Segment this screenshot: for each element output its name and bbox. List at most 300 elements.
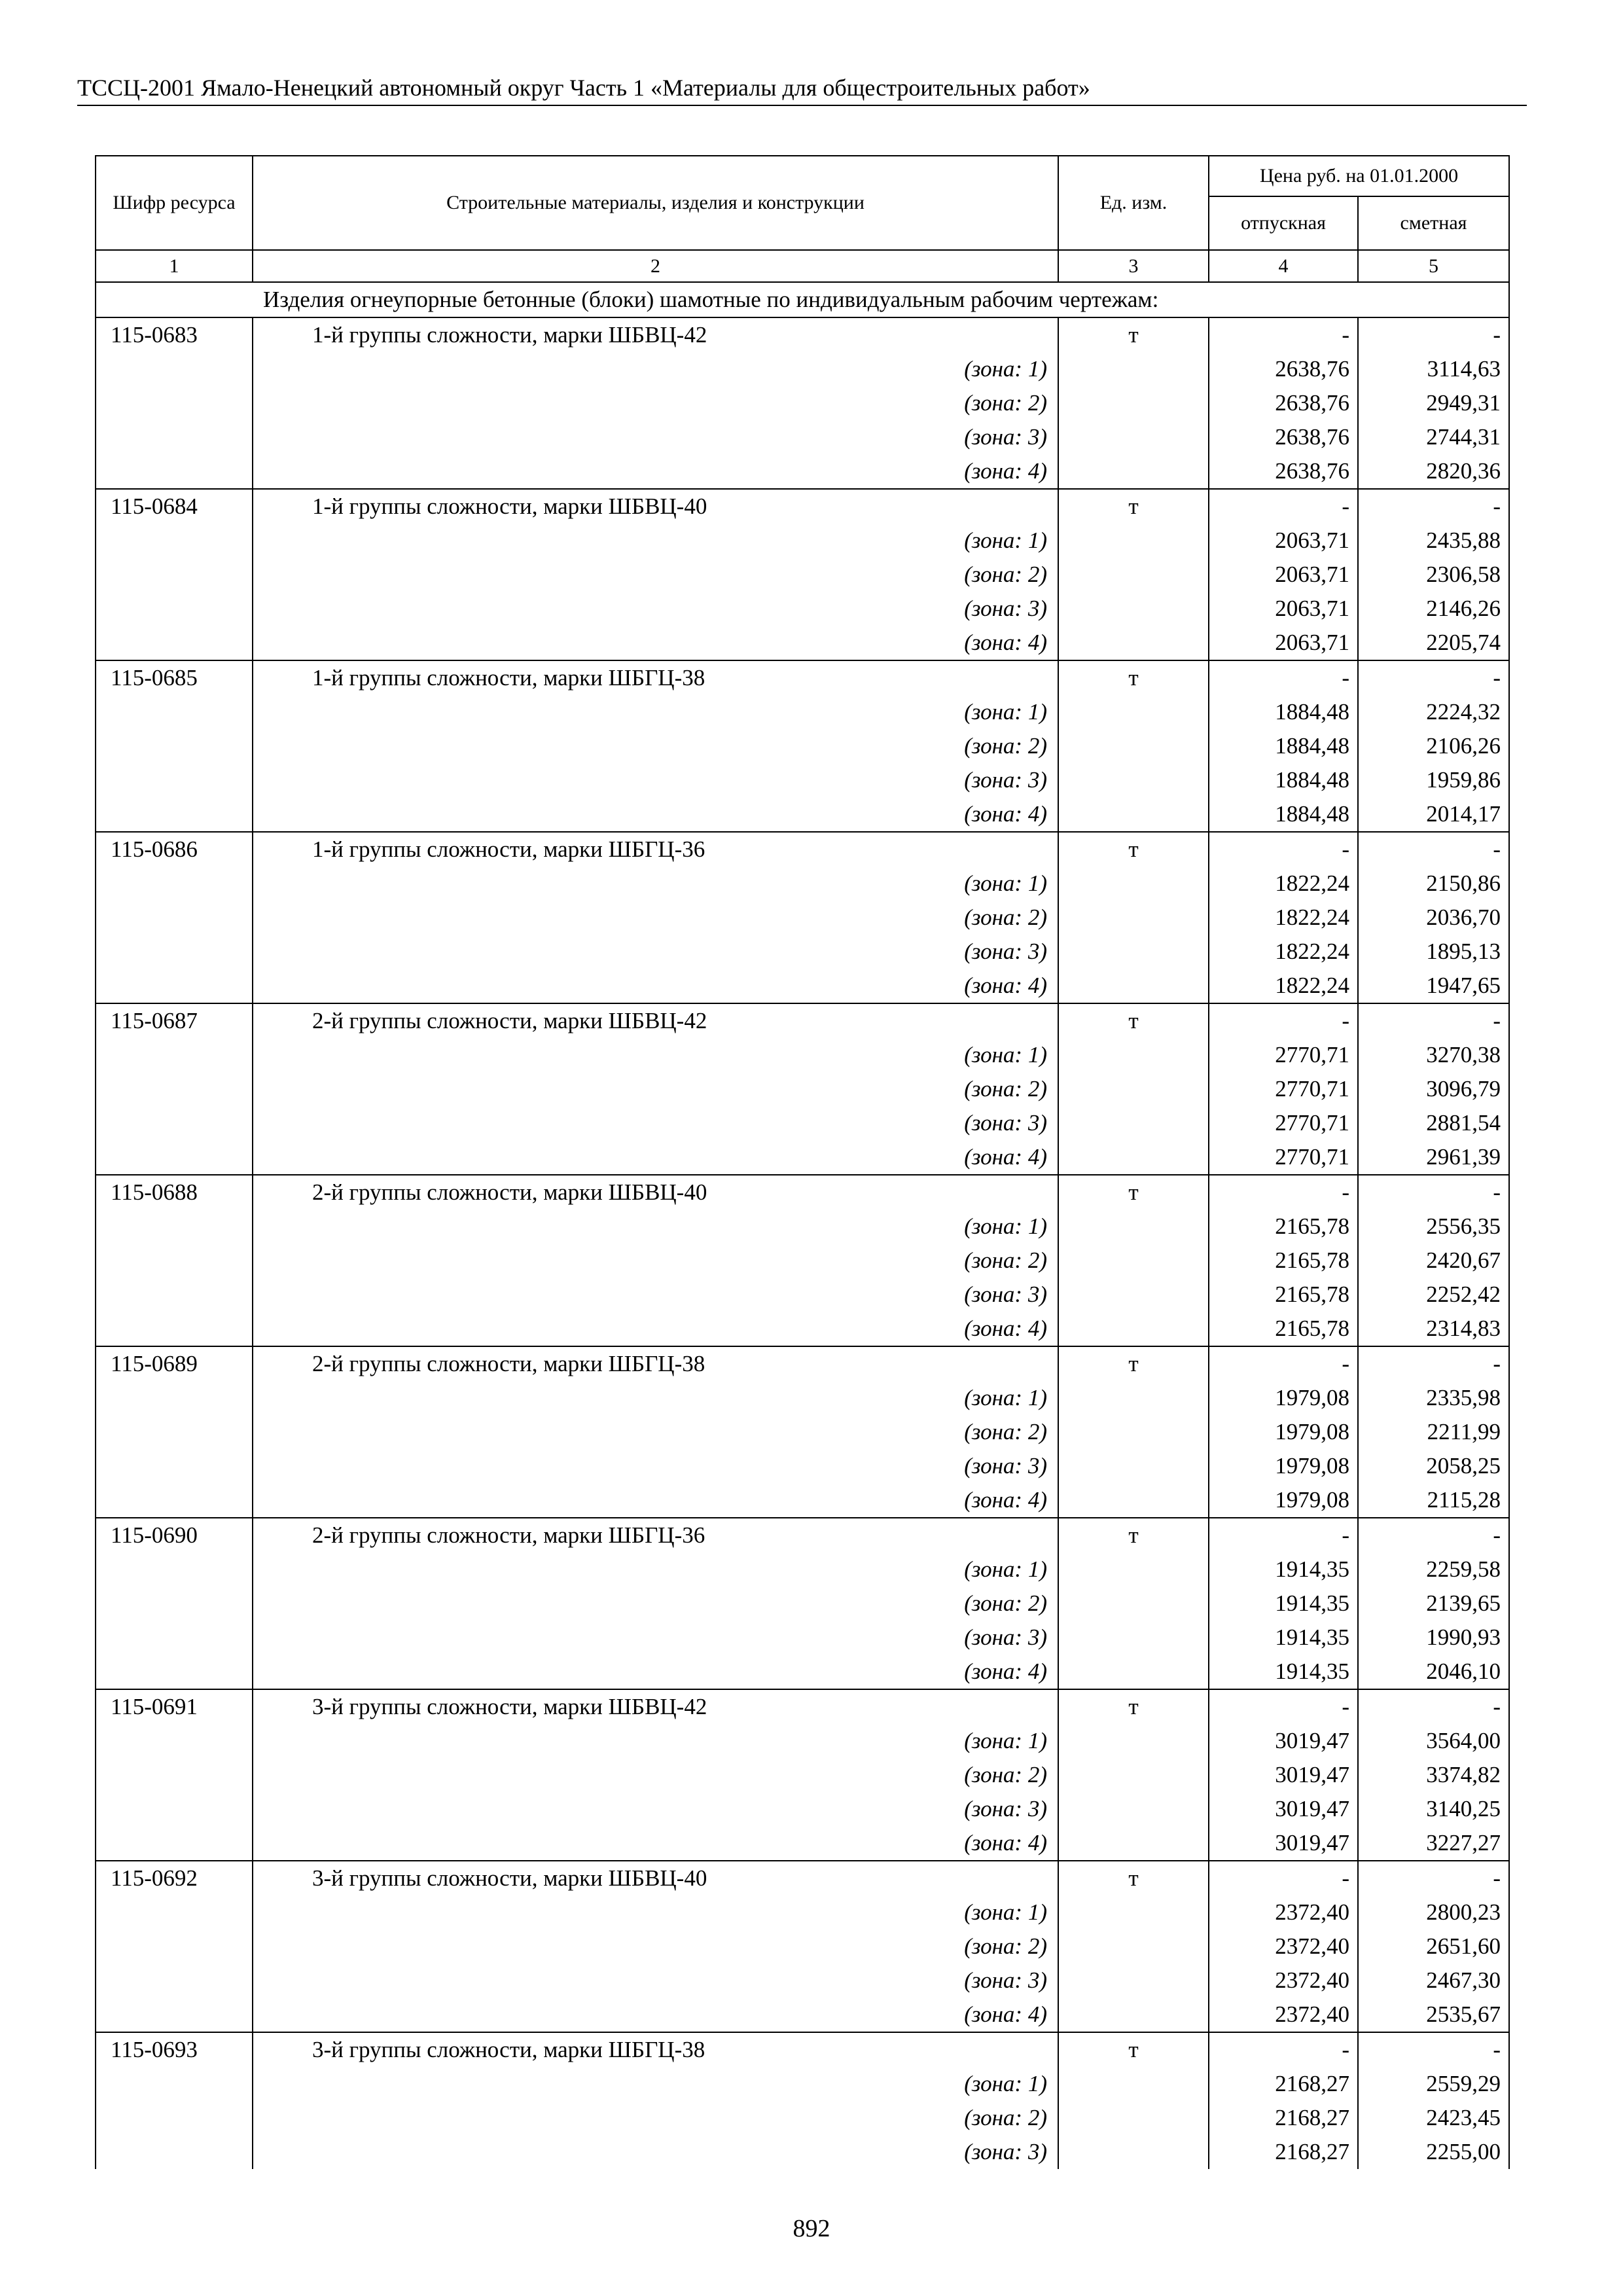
release-price: 1979,08: [1209, 1483, 1358, 1518]
zone-row: [96, 2101, 1509, 2135]
release-price: 2168,27: [1209, 2101, 1358, 2135]
table-row: [96, 2032, 1509, 2067]
unit-empty: [1058, 1998, 1209, 2032]
release-price: 1884,48: [1209, 729, 1358, 763]
resource-code-empty: [96, 1792, 253, 1826]
release-price: 1822,24: [1209, 969, 1358, 1003]
resource-code: 115-0683: [96, 317, 253, 352]
resource-code-empty: [96, 1552, 253, 1587]
zone-label: (зона: 2): [964, 905, 1047, 930]
unit: т: [1058, 660, 1209, 695]
estimate-price: 2046,10: [1358, 1655, 1509, 1689]
zone-row: [96, 1587, 1509, 1621]
unit-empty: [1058, 626, 1209, 660]
zone-row: [96, 1552, 1509, 1587]
table-row: [96, 1518, 1509, 1552]
estimate-price: 2036,70: [1358, 901, 1509, 935]
unit-empty: [1058, 2101, 1209, 2135]
col-header-code: Шифр ресурса: [96, 156, 253, 250]
estimate-price: 2651,60: [1358, 1929, 1509, 1964]
zone-row: [96, 1381, 1509, 1415]
release-price: 2165,78: [1209, 1244, 1358, 1278]
release-price: -: [1209, 1003, 1358, 1038]
release-price: 1822,24: [1209, 901, 1358, 935]
zone-row: [96, 1895, 1509, 1929]
zone-row: [96, 454, 1509, 489]
estimate-price: 1959,86: [1358, 763, 1509, 797]
zone-row: [96, 1998, 1509, 2032]
unit-empty: [1058, 1140, 1209, 1175]
unit-empty: [1058, 1244, 1209, 1278]
estimate-price: 2949,31: [1358, 386, 1509, 420]
release-price: 2638,76: [1209, 352, 1358, 386]
unit: т: [1058, 1689, 1209, 1724]
estimate-price: 2306,58: [1358, 558, 1509, 592]
resource-code: 115-0691: [96, 1689, 253, 1724]
estimate-price: 2252,42: [1358, 1278, 1509, 1312]
zone-row: [96, 2135, 1509, 2169]
release-price: 1822,24: [1209, 935, 1358, 969]
resource-code-empty: [96, 763, 253, 797]
unit-empty: [1058, 1724, 1209, 1758]
zone-row: [96, 867, 1509, 901]
unit-empty: [1058, 1381, 1209, 1415]
zone-label: (зона: 4): [964, 801, 1047, 827]
zone-label: (зона: 3): [964, 1110, 1047, 1136]
zone-row: [96, 1072, 1509, 1106]
estimate-price: 2744,31: [1358, 420, 1509, 454]
release-price: 1914,35: [1209, 1655, 1358, 1689]
estimate-price: -: [1358, 832, 1509, 867]
estimate-price: 1947,65: [1358, 969, 1509, 1003]
unit-empty: [1058, 352, 1209, 386]
zone-label: (зона: 2): [964, 1933, 1047, 1959]
estimate-price: -: [1358, 1518, 1509, 1552]
zone-label: (зона: 2): [964, 1247, 1047, 1273]
estimate-price: 3140,25: [1358, 1792, 1509, 1826]
resource-code-empty: [96, 1278, 253, 1312]
zone-row: [96, 420, 1509, 454]
unit: т: [1058, 1175, 1209, 1210]
material-name: 1-й группы сложности, марки ШБГЦ-36: [253, 832, 1058, 867]
resource-code-empty: [96, 1655, 253, 1689]
resource-code-empty: [96, 2135, 253, 2169]
unit-empty: [1058, 1655, 1209, 1689]
resource-code-empty: [96, 1895, 253, 1929]
table-row: [96, 489, 1509, 524]
resource-code-empty: [96, 454, 253, 489]
release-price: 3019,47: [1209, 1792, 1358, 1826]
resource-code-empty: [96, 1312, 253, 1346]
unit: т: [1058, 489, 1209, 524]
resource-code: 115-0685: [96, 660, 253, 695]
unit-empty: [1058, 1038, 1209, 1072]
estimate-price: 2224,32: [1358, 695, 1509, 729]
unit-empty: [1058, 1312, 1209, 1346]
zone-row: [96, 1312, 1509, 1346]
unit-empty: [1058, 1964, 1209, 1998]
zone-row: [96, 592, 1509, 626]
section-title: Изделия огнеупорные бетонные (блоки) шамотные по индивидуальным рабочим чертежам:: [96, 282, 1509, 317]
resource-code-empty: [96, 1929, 253, 1964]
zone-label: (зона: 3): [964, 767, 1047, 793]
resource-code-empty: [96, 1244, 253, 1278]
release-price: 1914,35: [1209, 1621, 1358, 1655]
release-price: 3019,47: [1209, 1724, 1358, 1758]
zone-label: (зона: 3): [964, 1624, 1047, 1650]
resource-code-empty: [96, 1998, 253, 2032]
estimate-price: 2058,25: [1358, 1449, 1509, 1483]
resource-code: 115-0688: [96, 1175, 253, 1210]
release-price: -: [1209, 2032, 1358, 2067]
release-price: -: [1209, 489, 1358, 524]
release-price: 2165,78: [1209, 1312, 1358, 1346]
unit-empty: [1058, 386, 1209, 420]
estimate-price: 2559,29: [1358, 2067, 1509, 2101]
zone-row: [96, 969, 1509, 1003]
resource-code-empty: [96, 386, 253, 420]
zone-label: (зона: 1): [964, 1899, 1047, 1925]
zone-label: (зона: 2): [964, 1590, 1047, 1616]
zone-row: [96, 386, 1509, 420]
zone-row: [96, 1038, 1509, 1072]
unit-empty: [1058, 1826, 1209, 1861]
zone-row: [96, 1278, 1509, 1312]
zone-row: [96, 1724, 1509, 1758]
estimate-price: 2467,30: [1358, 1964, 1509, 1998]
zone-label: (зона: 2): [964, 2105, 1047, 2130]
unit: т: [1058, 1003, 1209, 1038]
release-price: 3019,47: [1209, 1826, 1358, 1861]
zone-row: [96, 797, 1509, 832]
estimate-price: 2420,67: [1358, 1244, 1509, 1278]
estimate-price: 2820,36: [1358, 454, 1509, 489]
unit: т: [1058, 317, 1209, 352]
unit: т: [1058, 1518, 1209, 1552]
unit-empty: [1058, 1758, 1209, 1792]
release-price: 2770,71: [1209, 1140, 1358, 1175]
table-row: [96, 832, 1509, 867]
release-price: -: [1209, 1346, 1358, 1381]
resource-code-empty: [96, 1381, 253, 1415]
unit-empty: [1058, 1552, 1209, 1587]
resource-code-empty: [96, 1587, 253, 1621]
estimate-price: -: [1358, 1175, 1509, 1210]
release-price: 2063,71: [1209, 524, 1358, 558]
material-name: 2-й группы сложности, марки ШБВЦ-40: [253, 1175, 1058, 1210]
estimate-price: 2961,39: [1358, 1140, 1509, 1175]
release-price: 1979,08: [1209, 1415, 1358, 1449]
zone-label: (зона: 1): [964, 356, 1047, 382]
resource-code-empty: [96, 1038, 253, 1072]
release-price: -: [1209, 832, 1358, 867]
zone-label: (зона: 4): [964, 2001, 1047, 2027]
price-table: [95, 155, 1510, 2169]
estimate-price: 2150,86: [1358, 867, 1509, 901]
resource-code-empty: [96, 1724, 253, 1758]
material-name: 2-й группы сложности, марки ШБВЦ-42: [253, 1003, 1058, 1038]
table-row: [96, 1003, 1509, 1038]
zone-label: (зона: 3): [964, 1967, 1047, 1993]
release-price: -: [1209, 1175, 1358, 1210]
zone-label: (зона: 4): [964, 1316, 1047, 1341]
zone-label: (зона: 4): [964, 1659, 1047, 1684]
estimate-price: 3227,27: [1358, 1826, 1509, 1861]
unit-empty: [1058, 1483, 1209, 1518]
col-header-name: Строительные материалы, изделия и конструкции: [253, 156, 1058, 250]
resource-code-empty: [96, 2101, 253, 2135]
column-number: 1: [96, 250, 253, 282]
zone-row: [96, 1483, 1509, 1518]
resource-code-empty: [96, 1964, 253, 1998]
resource-code-empty: [96, 626, 253, 660]
material-name: 1-й группы сложности, марки ШБВЦ-40: [253, 489, 1058, 524]
resource-code-empty: [96, 695, 253, 729]
release-price: 1822,24: [1209, 867, 1358, 901]
zone-label: (зона: 1): [964, 699, 1047, 725]
estimate-price: 2881,54: [1358, 1106, 1509, 1140]
resource-code-empty: [96, 729, 253, 763]
resource-code-empty: [96, 1106, 253, 1140]
resource-code-empty: [96, 935, 253, 969]
zone-row: [96, 763, 1509, 797]
zone-row: [96, 935, 1509, 969]
zone-label: (зона: 2): [964, 1419, 1047, 1444]
estimate-price: -: [1358, 1346, 1509, 1381]
resource-code-empty: [96, 969, 253, 1003]
resource-code-empty: [96, 901, 253, 935]
zone-row: [96, 1655, 1509, 1689]
unit-empty: [1058, 935, 1209, 969]
release-price: 2770,71: [1209, 1106, 1358, 1140]
zone-label: (зона: 1): [964, 1042, 1047, 1067]
release-price: 2168,27: [1209, 2067, 1358, 2101]
release-price: -: [1209, 660, 1358, 695]
zone-label: (зона: 4): [964, 973, 1047, 998]
unit: т: [1058, 1861, 1209, 1895]
resource-code-empty: [96, 2067, 253, 2101]
estimate-price: -: [1358, 1689, 1509, 1724]
table-row: [96, 317, 1509, 352]
table-row: [96, 1175, 1509, 1210]
release-price: 2165,78: [1209, 1278, 1358, 1312]
resource-code: 115-0692: [96, 1861, 253, 1895]
release-price: 2063,71: [1209, 626, 1358, 660]
release-price: 2168,27: [1209, 2135, 1358, 2169]
estimate-price: 2146,26: [1358, 592, 1509, 626]
resource-code: 115-0686: [96, 832, 253, 867]
unit-empty: [1058, 1415, 1209, 1449]
resource-code-empty: [96, 1415, 253, 1449]
release-price: 2372,40: [1209, 1929, 1358, 1964]
release-price: 2372,40: [1209, 1998, 1358, 2032]
estimate-price: -: [1358, 1003, 1509, 1038]
zone-row: [96, 1106, 1509, 1140]
resource-code-empty: [96, 797, 253, 832]
release-price: 2372,40: [1209, 1895, 1358, 1929]
estimate-price: 2535,67: [1358, 1998, 1509, 2032]
column-number: 3: [1058, 250, 1209, 282]
resource-code: 115-0689: [96, 1346, 253, 1381]
resource-code-empty: [96, 1826, 253, 1861]
zone-label: (зона: 3): [964, 596, 1047, 621]
zone-label: (зона: 4): [964, 1144, 1047, 1170]
zone-row: [96, 558, 1509, 592]
release-price: -: [1209, 317, 1358, 352]
col-header-price: Цена руб. на 01.01.2000: [1209, 156, 1509, 196]
zone-row: [96, 626, 1509, 660]
col-header-unit: Ед. изм.: [1058, 156, 1209, 250]
zone-row: [96, 1449, 1509, 1483]
resource-code-empty: [96, 1758, 253, 1792]
unit-empty: [1058, 729, 1209, 763]
unit-empty: [1058, 420, 1209, 454]
unit-empty: [1058, 524, 1209, 558]
release-price: -: [1209, 1518, 1358, 1552]
unit-empty: [1058, 1106, 1209, 1140]
estimate-price: 2800,23: [1358, 1895, 1509, 1929]
column-number: 4: [1209, 250, 1358, 282]
resource-code: 115-0687: [96, 1003, 253, 1038]
resource-code-empty: [96, 352, 253, 386]
zone-label: (зона: 1): [964, 1213, 1047, 1239]
zone-label: (зона: 4): [964, 458, 1047, 484]
zone-row: [96, 524, 1509, 558]
release-price: 2063,71: [1209, 558, 1358, 592]
column-number: 2: [253, 250, 1058, 282]
estimate-price: -: [1358, 2032, 1509, 2067]
unit-empty: [1058, 867, 1209, 901]
resource-code-empty: [96, 1483, 253, 1518]
release-price: -: [1209, 1861, 1358, 1895]
release-price: 1884,48: [1209, 797, 1358, 832]
estimate-price: 2106,26: [1358, 729, 1509, 763]
unit: т: [1058, 832, 1209, 867]
page-number: 892: [793, 2215, 830, 2242]
resource-code-empty: [96, 867, 253, 901]
estimate-price: 2259,58: [1358, 1552, 1509, 1587]
zone-row: [96, 695, 1509, 729]
release-price: 2372,40: [1209, 1964, 1358, 1998]
resource-code-empty: [96, 1449, 253, 1483]
unit-empty: [1058, 1929, 1209, 1964]
release-price: 2638,76: [1209, 420, 1358, 454]
release-price: 2770,71: [1209, 1038, 1358, 1072]
unit-empty: [1058, 1621, 1209, 1655]
estimate-price: 2014,17: [1358, 797, 1509, 832]
table-row: [96, 660, 1509, 695]
estimate-price: 1990,93: [1358, 1621, 1509, 1655]
release-price: 2063,71: [1209, 592, 1358, 626]
estimate-price: -: [1358, 1861, 1509, 1895]
zone-label: (зона: 1): [964, 1728, 1047, 1753]
material-name: 3-й группы сложности, марки ШБГЦ-38: [253, 2032, 1058, 2067]
estimate-price: 2205,74: [1358, 626, 1509, 660]
zone-label: (зона: 2): [964, 1076, 1047, 1102]
zone-row: [96, 729, 1509, 763]
zone-row: [96, 1621, 1509, 1655]
resource-code-empty: [96, 558, 253, 592]
unit: т: [1058, 1346, 1209, 1381]
resource-code: 115-0693: [96, 2032, 253, 2067]
column-numbers-row: [96, 250, 1509, 282]
release-price: 1979,08: [1209, 1381, 1358, 1415]
col-header-estimate: сметная: [1358, 196, 1509, 250]
release-price: 2770,71: [1209, 1072, 1358, 1106]
unit: т: [1058, 2032, 1209, 2067]
zone-row: [96, 352, 1509, 386]
resource-code: 115-0684: [96, 489, 253, 524]
estimate-price: 2115,28: [1358, 1483, 1509, 1518]
estimate-price: -: [1358, 660, 1509, 695]
estimate-price: 2314,83: [1358, 1312, 1509, 1346]
release-price: 1884,48: [1209, 763, 1358, 797]
estimate-price: -: [1358, 317, 1509, 352]
material-name: 1-й группы сложности, марки ШБГЦ-38: [253, 660, 1058, 695]
release-price: 1914,35: [1209, 1587, 1358, 1621]
table-row: [96, 1861, 1509, 1895]
estimate-price: 3374,82: [1358, 1758, 1509, 1792]
zone-label: (зона: 1): [964, 2071, 1047, 2096]
release-price: 2638,76: [1209, 386, 1358, 420]
zone-label: (зона: 2): [964, 562, 1047, 587]
unit-empty: [1058, 969, 1209, 1003]
release-price: 1979,08: [1209, 1449, 1358, 1483]
estimate-price: 2435,88: [1358, 524, 1509, 558]
zone-label: (зона: 4): [964, 1830, 1047, 1856]
zone-row: [96, 901, 1509, 935]
estimate-price: 2139,65: [1358, 1587, 1509, 1621]
zone-row: [96, 1929, 1509, 1964]
unit-empty: [1058, 901, 1209, 935]
material-name: 2-й группы сложности, марки ШБГЦ-36: [253, 1518, 1058, 1552]
table-row: [96, 1346, 1509, 1381]
material-name: 1-й группы сложности, марки ШБВЦ-42: [253, 317, 1058, 352]
zone-label: (зона: 3): [964, 424, 1047, 450]
unit-empty: [1058, 797, 1209, 832]
estimate-price: -: [1358, 489, 1509, 524]
resource-code-empty: [96, 420, 253, 454]
zone-label: (зона: 3): [964, 2139, 1047, 2164]
zone-label: (зона: 1): [964, 1556, 1047, 1582]
estimate-price: 3564,00: [1358, 1724, 1509, 1758]
zone-label: (зона: 1): [964, 870, 1047, 896]
zone-label: (зона: 3): [964, 1282, 1047, 1307]
estimate-price: 2423,45: [1358, 2101, 1509, 2135]
zone-row: [96, 2067, 1509, 2101]
zone-label: (зона: 4): [964, 630, 1047, 655]
resource-code-empty: [96, 524, 253, 558]
material-name: 2-й группы сложности, марки ШБГЦ-38: [253, 1346, 1058, 1381]
col-header-release: отпускная: [1209, 196, 1358, 250]
unit-empty: [1058, 763, 1209, 797]
unit-empty: [1058, 592, 1209, 626]
estimate-price: 2255,00: [1358, 2135, 1509, 2169]
unit-empty: [1058, 1278, 1209, 1312]
page-header: ТССЦ-2001 Ямало-Ненецкий автономный округ Часть 1 «Материалы для общестроительных работ»: [77, 72, 1527, 106]
zone-row: [96, 1140, 1509, 1175]
unit-empty: [1058, 1449, 1209, 1483]
unit-empty: [1058, 1895, 1209, 1929]
estimate-price: 2335,98: [1358, 1381, 1509, 1415]
zone-label: (зона: 1): [964, 1385, 1047, 1410]
table-row: [96, 1689, 1509, 1724]
unit-empty: [1058, 2135, 1209, 2169]
resource-code-empty: [96, 1621, 253, 1655]
column-number: 5: [1358, 250, 1509, 282]
release-price: 2165,78: [1209, 1210, 1358, 1244]
estimate-price: 3114,63: [1358, 352, 1509, 386]
